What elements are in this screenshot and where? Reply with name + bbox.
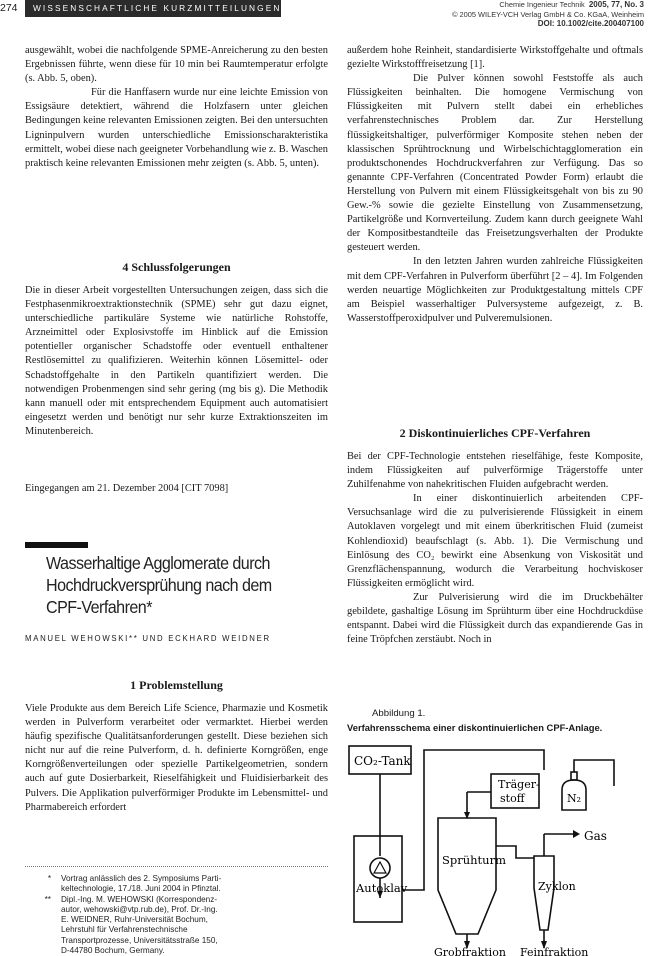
section-heading: 4 Schlussfolgerungen — [122, 260, 231, 274]
figure-caption: Verfahrensschema einer diskontinuierlichen CPF-Anlage. — [347, 722, 603, 733]
label-co2-tank: CO₂-Tank — [354, 754, 411, 768]
n2-valve — [571, 772, 577, 780]
footnote-line: E. WEIDNER, Ruhr-Universität Bochum, — [61, 915, 208, 925]
problem-statement-text — [25, 702, 328, 815]
article-authors: MANUEL WEHOWSKI** UND ECKHARD WEIDNER — [25, 634, 271, 643]
pipe — [574, 760, 614, 786]
footnote-line: Lehrstuhl für Verfahrenstechnische — [61, 925, 188, 935]
label-traegerstoff: Träger- — [498, 778, 540, 791]
article-title — [46, 552, 350, 618]
arrow-icon — [573, 830, 580, 838]
spruehturm-vessel — [438, 818, 496, 934]
label-traegerstoff: stoff — [500, 792, 525, 805]
footnote-line: Transportprozesse, Universitätsstraße 150, — [61, 935, 218, 945]
footnote-line: Vortrag anlässlich des 2. Symposiums Parti- — [61, 874, 222, 883]
paragraph: Zur Pulverisierung wird die im Druckbehälter gebildete, gashaltige Lösung im Sprühturm über eine Hochdruckdüse entspannt. Dabei wird die Flüssigkeit durch das expandierende Gas in feine Tröpfchen zerstäubt. Noch in — [347, 591, 643, 646]
autoklav-vessel — [354, 836, 402, 922]
paragraph: Bei der CPF-Technologie entstehen rieselfähige, feste Komposite, indem Flüssigkeiten auf pulverförmige Trägerstoffe unter Zuhilfenahme von nahekritischen Fluiden aufgebracht werden. — [347, 451, 643, 491]
zyklon-vessel — [534, 856, 554, 930]
title-line: CPF-Verfahren* — [46, 597, 152, 617]
page-number: 274 — [0, 2, 18, 14]
footnote-line: autor, wehowski@vtp.rub.de), Prof. Dr.-Ing. — [61, 904, 218, 914]
footnote-line: D-44780 Bochum, Germany. — [61, 946, 165, 956]
label-spruehturm: Sprühturm — [442, 853, 506, 867]
footnotes — [25, 874, 328, 956]
copyright-line: © 2005 WILEY-VCH Verlag GmbH & Co. KGaA, Weinheim — [452, 9, 644, 19]
label-zyklon: Zyklon — [538, 880, 576, 893]
paragraph: Viele Produkte aus dem Bereich Life Science, Pharmazie und Kosmetik werden in Pulverform verarbeitet oder vermarktet. Hierbei werden häufig spezifische Qualitätsanforderungen gestellt. Diese beziehen sich nicht nur auf die reine Pulverform, d. h. definierte Korngrößen, enge Korngrößenverteilungen oder spezielle Partikelgeometrien, sondern auch auf gute Dosierbarkeit, Rieselfähigkeit und Fluidisierbarkeit des Pulvers. Die Applikation pulverförmiger Produkte im Lebensmittel- und Pharmabereich erfordert — [25, 703, 328, 813]
prev-article-text — [25, 44, 328, 171]
journal-header — [452, 0, 644, 29]
title-line: Hochdruckversprühung nach dem — [46, 575, 272, 595]
title-line: Wasserhaltige Agglomerate durch — [46, 553, 270, 573]
label-gas: Gas — [584, 829, 607, 843]
process-diagram — [344, 740, 644, 956]
footnote-line: keltechnologie, 17./18. Juni 2004 in Pfinztal. — [61, 884, 221, 894]
label-autoklav: Autoklav — [356, 881, 408, 895]
paragraph: In einer diskontinuierlich arbeitenden CPF-Versuchsanlage wird die zu pulverisierende Flüssigkeit in einem Autoklaven vorgelegt und mit einem überkritischen Fluid (zumeist Kohlendioxid) beaufschlagt (s. Abb. 1). Die Vermischung und Einlösung des CO₂ bewirkt eine Absenkung von Viskosität und Grenzflächenspannung, wodurch die Verarbeitung hochviskoser Flüssigkeiten ermöglicht wird. — [347, 493, 643, 589]
paragraph: In den letzten Jahren wurden zahlreiche Flüssigkeiten mit dem CPF-Verfahren in Pulverform überführt [2 – 4]. Im Folgenden werden neuartige Möglichkeiten zur Produktgestaltung mittels CPF am Beispiel wasserhaltiger Pulversysteme aufgezeigt, z. B. Wasserstoffperoxidpulver und Pulveremulsionen. — [347, 256, 643, 324]
label-grobfraktion: Grobfraktion — [434, 946, 506, 956]
cpf-process-text — [347, 450, 643, 647]
journal-name: Chemie Ingenieur Technik — [499, 0, 585, 9]
footnote-divider — [25, 866, 328, 867]
paragraph: Die Pulver können sowohl Feststoffe als auch Flüssigkeiten beinhalten. Die homogene Vermischung von Flüssigkeiten mit Pulvern stellt dabei ein erhebliches verfahrenstechnisches Problem dar. Zur Herstellung flüssigkeitshaltiger, pulverförmiger Komposite stehen neben der klassischen Sprühtrocknung und Wirbelschichtagglomeration ein produktschonendes Hochdruckverfahren zur Verfügung. Das so genannte CPF-Verfahren (Concentrated Powder Form) erlaubt die Herstellung von Pulvern mit einem Flüssigkeitsgehalt von bis zu 90 Gew.-% sowie die gezielte Einstellung von Zusammensetzung, Partikelgröße und Kornverteilung. Zudem kann durch geeignete Wahl der Kompositbestandteile das Freisetzungsverhalten der Produkte gesteuert werden. — [347, 73, 643, 254]
title-rule — [25, 542, 88, 548]
paragraph: Für die Hanffasern wurde nur eine leichte Emission von Essigsäure detektiert, während die Holzfasern unter gleichen Bedingungen keine relevanten Emissionen zeigten. Bei den untersuchten Ligninpulvern wurden unterschiedliche Emissionscharakteristika ermittelt, wobei diese nach geeigneter Vorbehandlung wie z. B. Waschen praktisch keine relevanten Emissionen mehr zeigten (s. Abb. 5, unten). — [25, 87, 328, 169]
section-heading: 1 Problemstellung — [130, 678, 223, 692]
label-feinfraktion: Feinfraktion — [520, 946, 589, 956]
figure-label: Abbildung 1. — [372, 708, 426, 719]
footnote-line: Dipl.-Ing. M. WEHOWSKI (Korrespondenz- — [61, 894, 218, 904]
footnote-mark: * — [47, 874, 51, 883]
paragraph: außerdem hohe Reinheit, standardisierte Wirkstoffgehalte und oftmals gezielte Wirkstofffreisetzung [1]. — [347, 45, 643, 71]
paragraph: Die in dieser Arbeit vorgestellten Untersuchungen zeigen, dass sich die Festphasenmikroextraktionstechnik (SPME) sehr gut dazu eignet, unterschiedliche partikuläre Systeme wie natürliche Rohstoffe, Arzneimittel oder Explosivstoffe im Hinblick auf die Emission potentieller organischer Schadstoffe oder eventuell enthaltener Restlösemittel zu qualifizieren. Weiterhin können Lösemittel- oder Schadstoffgehalte in den Partikeln quantifiziert werden. Die notwendigen Probenmengen sind sehr gering (mg bis g). Die Methodik kann manuell oder mit entsprechendem Equipment auch automatisiert eingesetzt werden und benötigt nur sehr kurze Extraktionszeiten im Minutenbereich. — [25, 285, 328, 437]
section-heading: 2 Diskontinuierliches CPF-Verfahren — [399, 426, 591, 440]
intro-text — [347, 44, 643, 326]
footnote-mark: ** — [44, 894, 51, 904]
pipe — [402, 750, 544, 890]
paragraph: ausgewählt, wobei die nachfolgende SPME-Anreicherung zu den besten Ergebnissen führte, wenn diese für 10 min bei Raumtemperatur erfolgte (s. Abb. 5, oben). — [25, 45, 328, 85]
received-date: Eingegangen am 21. Dezember 2004 [CIT 7098] — [25, 483, 229, 494]
label-n2: N₂ — [567, 792, 582, 805]
section-band: WISSENSCHAFTLICHE KURZMITTEILUNGEN — [25, 0, 281, 17]
conclusions-text — [25, 284, 328, 439]
doi-line: DOI: 10.1002/cite.200407100 — [537, 19, 644, 29]
journal-issue: 2005, 77, No. 3 — [588, 0, 644, 9]
